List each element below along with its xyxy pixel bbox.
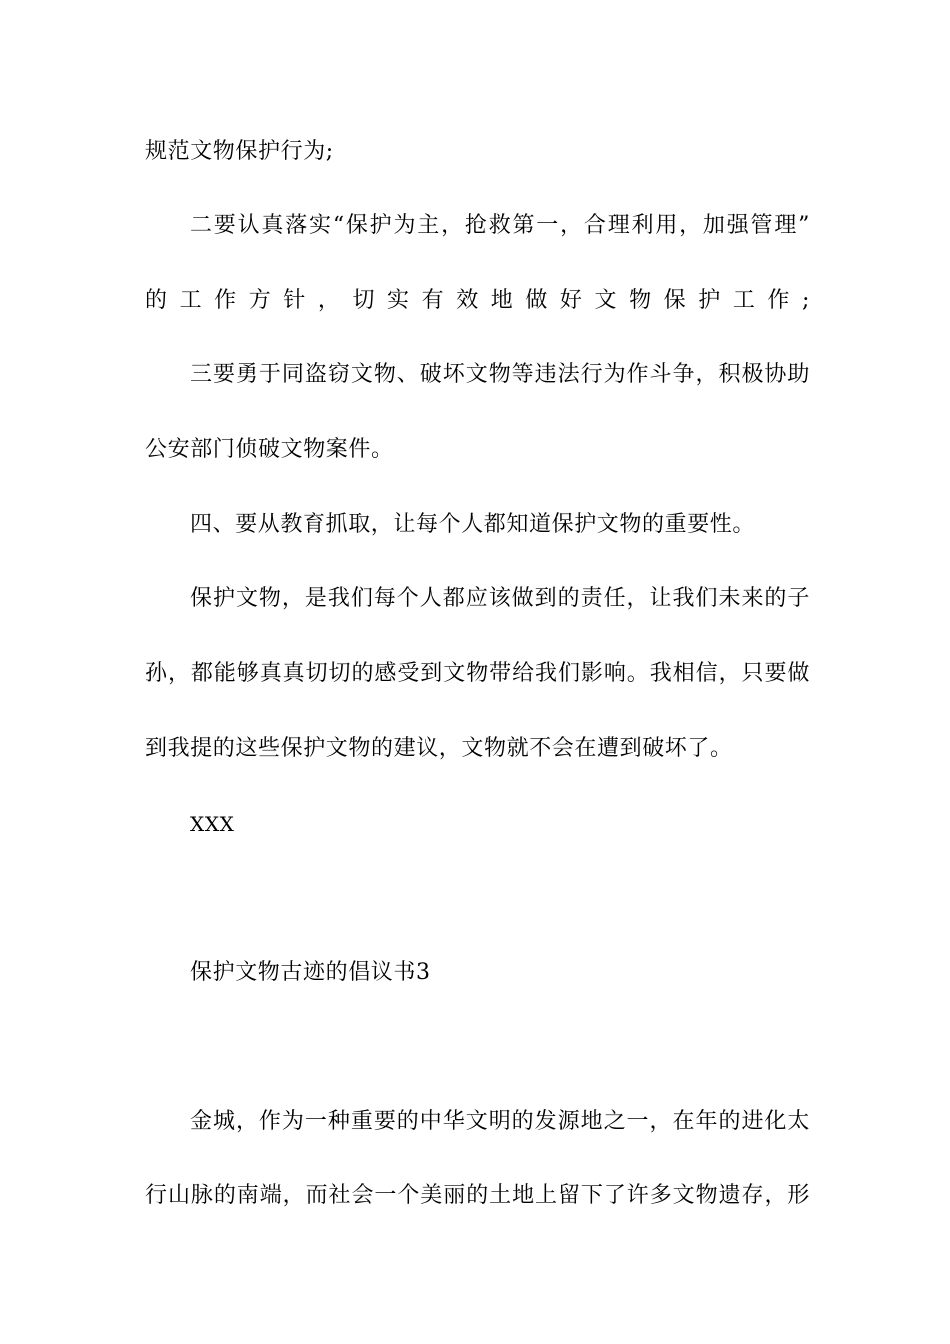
text-line: 的工作方针，切实有效地做好文物保护工作; (145, 288, 810, 313)
text-line: 金城，作为一种重要的中华文明的发源地之一，在年的进化太 (190, 1109, 810, 1134)
text-line: 行山脉的南端，而社会一个美丽的土地上留下了许多文物遗存，形 (145, 1183, 810, 1208)
text-line: 二要认真落实“保护为主，抢救第一，合理利用，加强管理” (190, 213, 810, 238)
text-line: 规范文物保护行为; (145, 139, 334, 164)
text-line: 三要勇于同盗窃文物、破坏文物等违法行为作斗争，积极协助 (190, 362, 810, 387)
text-line: 四、要从教育抓取，让每个人都知道保护文物的重要性。 (190, 512, 756, 537)
text-line: 公安部门侦破文物案件。 (145, 437, 394, 462)
text-line: 保护文物，是我们每个人都应该做到的责任，让我们未来的子 (190, 586, 810, 611)
signature-text: XXX (190, 812, 235, 836)
text-line: 到我提的这些保护文物的建议，文物就不会在遭到破坏了。 (145, 736, 733, 761)
section-heading: 保护文物古迹的倡议书3 (190, 960, 431, 985)
text-line: 孙，都能够真真切切的感受到文物带给我们影响。我相信，只要做 (145, 661, 810, 686)
